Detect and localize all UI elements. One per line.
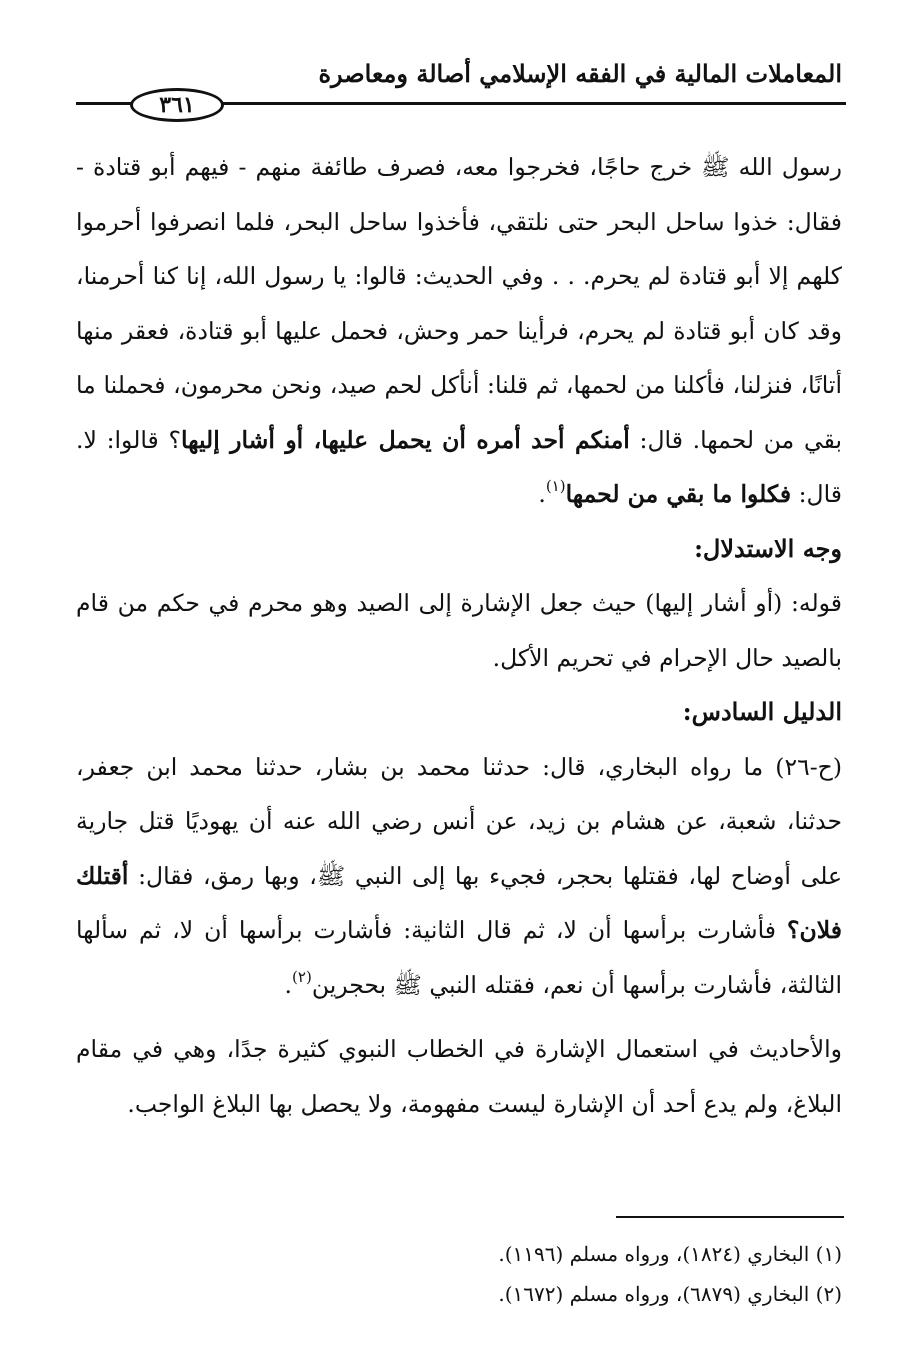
paragraph-text: . — [538, 480, 546, 508]
paragraph-conclusion: والأحاديث في استعمال الإشارة في الخطاب النبوي كثيرة جدًا، وهي في مقام البلاغ، ولم يدع أحد أن الإشارة ليست مفهومة، ولا يحصل بها البلاغ الواجب. — [76, 1035, 842, 1118]
footnote-marker-2: (٢) — [292, 967, 312, 986]
footnote-2: (٢) البخاري (٦٨٧٩)، ورواه مسلم (١٦٧٢). — [498, 1282, 842, 1306]
paragraph-text: رسول الله ﷺ خرج حاجًا، فخرجوا معه، فصرف طائفة منهم - فيهم أبو قتادة - فقال: خذوا ساحل البحر حتى نلتقي، فأخذوا ساحل البحر، فلما انصرفوا أحرموا كلهم إلا أبو قتادة لم يحرم. . . وفي الحديث: قالوا: يا رسول الله، إنا كنا أحرمنا، وقد كان أبو قتادة لم يحرم، فرأينا حمر وحش، فحمل عليها أبو قتادة، فعقر منها أتانًا، فنزلنا، فأكلنا من لحمها، ثم قلنا: أنأكل لحم صيد، ونحن محرمون، فحملنا ما بقي من لحمها. قال: — [76, 153, 842, 454]
section-heading-inference: وجه الاستدلال: — [694, 533, 842, 563]
footnotes — [76, 1234, 842, 1314]
paragraph-hadith-anas — [76, 740, 842, 1013]
paragraph-hadith-abu-qatada — [76, 140, 842, 522]
footnote-1: (١) البخاري (١٨٢٤)، ورواه مسلم (١١٩٦). — [498, 1242, 842, 1266]
paragraph-text: فأشارت برأسها أن لا، ثم قال الثانية: فأشارت برأسها أن لا، ثم سألها الثالثة، فأشارت برأسها أن نعم، فقتله النبي ﷺ بحجرين — [76, 916, 842, 999]
paragraph-text: (ح-٢٦) ما رواه البخاري، قال: حدثنا محمد بن بشار، حدثنا محمد ابن جعفر، حدثنا، شعبة، عن هشام بن زيد، عن أنس رضي الله عنه أن يهوديًا قتل جارية على أوضاح لها، فقتلها بحجر، فجيء بها إلى النبي ﷺ، وبها رمق، فقال: — [76, 752, 842, 890]
footnote-marker-1: (١) — [545, 477, 566, 495]
running-header-title: المعاملات المالية في الفقه الإسلامي أصالة ومعاصرة — [318, 59, 842, 88]
footnote-rule — [616, 1216, 844, 1218]
paragraph-text: ؟ قالوا: لا. قال: — [76, 425, 842, 508]
bold-quote: فكلوا ما بقي من لحمها — [565, 480, 792, 508]
body-text — [76, 140, 842, 1131]
paragraph-inference: قوله: (أو أشار إليها) حيث جعل الإشارة إلى الصيد وهو محرم في حكم من قام بالصيد حال الإحرام في تحريم الأكل. — [76, 589, 842, 672]
section-heading-sixth-evidence: الدليل السادس: — [682, 697, 842, 726]
bold-quote: أمنكم أحد أمره أن يحمل عليها، أو أشار إليها — [180, 425, 630, 454]
page-number: ٣٦١ — [130, 88, 224, 122]
bold-quote: أقتلك فلان؟ — [76, 861, 842, 944]
paragraph-text: . — [284, 970, 293, 999]
